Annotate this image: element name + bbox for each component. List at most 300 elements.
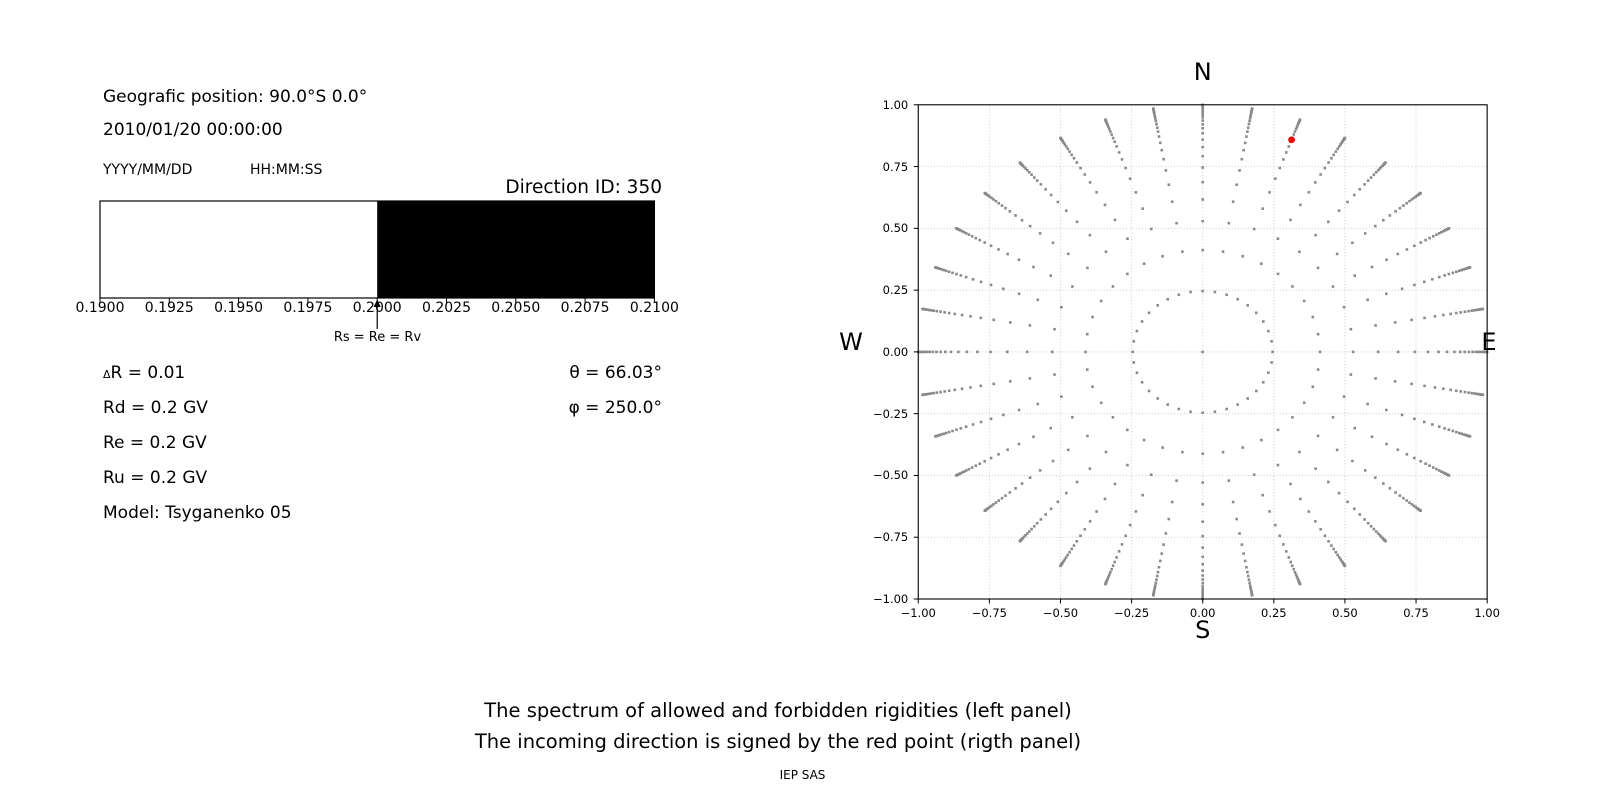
direction-dot [1294,130,1297,133]
direction-dot [1029,377,1032,380]
direction-dot [1201,166,1204,169]
direction-dot [1228,479,1231,482]
direction-dot [1036,522,1039,525]
direction-dot [1262,320,1265,323]
direction-dot [934,435,937,438]
direction-dot [1165,532,1168,535]
sky-x-tick-label: −0.25 [1113,606,1150,620]
direction-dot [1100,402,1103,405]
direction-dot [1248,120,1251,123]
direction-dot [1473,309,1476,312]
direction-dot [1289,483,1292,486]
direction-dot [1410,383,1413,386]
direction-dot [1327,161,1330,164]
direction-dot [1201,563,1204,566]
direction-dot [1455,431,1458,434]
caption-line2: The incoming direction is signed by the red point (rigth panel) [474,730,1082,753]
direction-dot [1402,497,1405,500]
direction-dot [1469,435,1472,438]
direction-dot [1150,473,1153,476]
direction-dot [1292,568,1295,571]
direction-dot [1371,435,1374,438]
direction-dot [1014,214,1017,217]
param-theta: θ = 66.03° [569,363,662,383]
direction-dot [969,386,972,389]
direction-dot [1222,451,1225,454]
sky-x-tick-label: 1.00 [1474,606,1500,620]
direction-dot [1036,179,1039,182]
direction-dot [1247,126,1250,129]
direction-dot [1434,315,1437,318]
direction-dot [955,273,958,276]
direction-dot [1057,501,1060,504]
direction-dot [1167,183,1170,186]
direction-dot [1104,204,1107,207]
direction-dot [1132,340,1135,343]
direction-dot [932,309,935,312]
direction-dot [1399,494,1402,497]
direction-dot [939,391,942,394]
direction-dot [1222,250,1225,253]
direction-dot [1121,543,1124,546]
direction-dot [959,274,962,277]
direction-dot [1397,448,1400,451]
direction-dot [1177,408,1180,411]
direction-dot [1053,328,1056,331]
direction-dot [1044,513,1047,516]
direction-dot [1405,499,1408,502]
direction-dot [928,351,931,354]
direction-dot [1287,556,1290,559]
direction-dot [1104,118,1107,121]
direction-dot [1452,430,1455,433]
direction-dot [1050,194,1053,197]
direction-dot [1032,266,1035,269]
direction-dot [1282,543,1285,546]
direction-dot [1040,518,1043,521]
direction-dot [972,278,975,281]
direction-dot [1166,403,1169,406]
direction-dot [1079,167,1082,170]
direction-dot [1214,291,1217,294]
direction-dot [1449,389,1452,392]
direction-dot [1189,291,1192,294]
direction-dot [990,284,993,287]
direction-dot [1419,460,1422,463]
direction-dot [1338,209,1341,212]
direction-dot [1109,130,1112,133]
direction-dot [1278,167,1281,170]
direction-dot [1148,312,1151,315]
direction-dot [1307,510,1310,513]
direction-dot [1455,389,1458,392]
direction-dot [1002,414,1005,417]
direction-dot [1141,381,1144,384]
direction-dot [950,351,953,354]
direction-dot [1156,575,1159,578]
param-model: Model: Tsyganenko 05 [103,503,292,523]
direction-dot [1307,191,1310,194]
direction-dot [1431,423,1434,426]
direction-dot [1155,120,1158,123]
direction-dot [1291,285,1294,288]
param-phi: φ = 250.0° [568,398,662,418]
direction-dot [1225,408,1228,411]
direction-dot [1201,198,1204,201]
direction-dot [1126,429,1129,432]
direction-dot [1091,316,1094,319]
direction-dot [1201,132,1204,135]
direction-dot [1126,237,1129,240]
direction-dot [948,431,951,434]
direction-dot [1358,513,1361,516]
compass-label-north: N [1193,57,1212,86]
direction-dot [1248,578,1251,581]
direction-dot [1166,298,1169,301]
direction-dot [1089,181,1092,184]
direction-dot [1397,351,1400,354]
direction-dot [1135,510,1138,513]
direction-dot [1201,520,1204,523]
direction-dot [1118,550,1121,553]
direction-dot [1289,561,1292,564]
direction-dot [1201,585,1204,588]
direction-dot [1332,154,1335,157]
direction-dot [934,266,937,269]
direction-dot [1353,194,1356,197]
direction-dot [1115,145,1118,148]
direction-dot [1459,351,1462,354]
direction-dot [1399,207,1402,210]
direction-dot [1385,293,1388,296]
direction-dot [1384,161,1387,164]
direction-dot [943,390,946,393]
direction-dot [1458,432,1461,435]
direction-dot [1405,202,1408,205]
direction-dot [1009,380,1012,383]
direction-dot [1268,191,1271,194]
direction-dot [1364,469,1367,472]
direction-dot [968,233,971,236]
param-ru: Ru = 0.2 GV [103,468,208,488]
direction-dot [1332,416,1335,419]
direction-dot [1467,391,1470,394]
direction-dot [997,248,1000,251]
direction-dot [1255,390,1258,393]
direction-dot [939,351,942,354]
direction-dot [1274,524,1277,527]
direction-dot [1201,535,1204,538]
direction-dot [1319,351,1322,354]
direction-dot [980,421,983,424]
direction-dot [1148,390,1151,393]
direction-dot [1118,151,1121,154]
direction-dot [983,241,986,244]
direction-dot [1413,284,1416,287]
direction-dot [961,314,964,317]
direction-dot [1114,219,1117,222]
direction-dot [1136,371,1139,374]
direction-dot [1001,204,1004,207]
direction-dot [1165,169,1168,172]
direction-dot [971,235,974,238]
direction-dot [1291,416,1294,419]
direction-dot [1394,210,1397,213]
direction-dot [1435,233,1438,236]
direction-dot [1158,566,1161,569]
direction-dot [1039,232,1042,235]
sky-y-tick-label: −0.75 [873,530,909,545]
sky-y-tick-label: −1.00 [873,592,909,606]
direction-dot [1299,118,1302,121]
direction-dot [1052,241,1055,244]
direction-dot [1406,453,1409,456]
direction-dot [1161,446,1164,449]
direction-dot [955,474,958,477]
spectrum-segment-0 [100,201,377,298]
direction-dot [1452,271,1455,274]
direction-dot [1458,269,1461,272]
direction-dot [1068,551,1071,554]
direction-dot [1327,221,1330,224]
direction-dot [953,313,956,316]
direction-dot [1389,214,1392,217]
direction-dot [1021,219,1024,222]
direction-dot [1255,312,1258,315]
direction-dot [1244,142,1247,145]
direction-dot [1464,391,1467,394]
spectrum-annotation-label: Rs = Re = Rv [333,330,422,345]
direction-dot [990,244,993,247]
direction-dot [1367,522,1370,525]
direction-dot [1036,298,1039,301]
direction-dot [1201,555,1204,558]
datetime-label: 2010/01/20 00:00:00 [103,120,283,140]
direction-dot [1018,258,1021,261]
direction-dot [1067,449,1070,452]
direction-dot [1159,142,1162,145]
direction-dot [1413,244,1416,247]
direction-dot [983,509,986,512]
direction-dot [1370,176,1373,179]
direction-dot [1235,518,1238,521]
direction-dot [948,389,951,392]
direction-dot [1317,368,1320,371]
direction-dot [1350,328,1353,331]
direction-dot [1408,501,1411,504]
spectrum-tick-label: 0.1900 [75,300,125,316]
direction-dot [1482,394,1485,397]
direction-dot [980,317,983,320]
direction-dot [1423,281,1426,284]
direction-dot [1201,127,1204,130]
direction-dot [1351,460,1354,463]
direction-dot [990,457,993,460]
direction-dot [1366,403,1369,406]
direction-dot [1455,312,1458,315]
direction-dot [1423,317,1426,320]
direction-dot [921,394,924,397]
direction-dot [965,425,968,428]
sky-y-tick-label: 0.75 [882,159,909,174]
direction-dot [1104,498,1107,501]
direction-dot [1470,392,1473,395]
direction-dot [931,351,934,354]
direction-dot [1238,532,1241,535]
direction-dot [1201,546,1204,549]
direction-dot [980,385,983,388]
date-format-label: YYYY/MM/DD [103,162,193,178]
direction-dot [1438,232,1441,235]
direction-dot [1443,274,1446,277]
direction-dot [930,309,933,312]
direction-dot [1319,528,1322,531]
direction-dot [1171,200,1174,203]
direction-dot [1157,571,1160,574]
direction-dot [1277,429,1280,432]
direction-dot [1427,351,1430,354]
direction-dot [1060,395,1063,398]
direction-dot [921,308,924,311]
direction-dot [1152,107,1155,110]
direction-dot [1051,351,1054,354]
direction-dot [1260,262,1263,265]
direction-dot [1374,225,1377,228]
incoming-direction-red-point [1288,136,1295,143]
direction-dot [1394,321,1397,324]
direction-dot [1385,258,1388,261]
direction-dot [1009,210,1012,213]
direction-dot [976,351,979,354]
direction-dot [1124,535,1127,538]
param-delta-r: ΔR = 0.01 [103,363,186,383]
direction-dot [1201,155,1204,158]
param-re: Re = 0.2 GV [103,433,207,453]
direction-dot [1442,387,1445,390]
direction-dot [1353,427,1356,430]
sky-x-tick-label: 0.50 [1332,606,1358,620]
sky-y-tick-label: −0.25 [873,406,909,421]
direction-dot [1338,492,1341,495]
direction-dot [1068,150,1071,153]
direction-dot [1019,161,1022,164]
direction-dot [1314,181,1317,184]
direction-dot [1104,583,1107,586]
spectrum-tick-label: 0.2100 [629,300,679,316]
direction-dot [1214,410,1217,413]
direction-dot [965,276,968,279]
spectrum-tick-label: 0.2075 [560,300,610,316]
direction-dot [1314,467,1317,470]
direction-dot [1319,173,1322,176]
direction-dot [1232,200,1235,203]
direction-dot [1044,188,1047,191]
direction-dot [1327,481,1330,484]
direction-dot [1428,464,1431,467]
direction-dot [997,202,1000,205]
direction-dot [1467,310,1470,313]
sky-y-tick-label: 0.25 [882,283,909,298]
direction-dot [1006,253,1009,256]
direction-dot [939,310,942,313]
direction-dot [936,391,939,394]
direction-dot [1143,439,1146,442]
direction-dot [1244,560,1247,563]
direction-dot [995,501,998,504]
direction-dot [1129,177,1132,180]
direction-dot [1246,304,1249,307]
direction-dot [951,271,954,274]
direction-dot [1312,385,1315,388]
direction-dot [1448,428,1451,431]
direction-dot [1384,540,1387,543]
sky-x-tick-label: −1.00 [900,606,936,620]
sky-x-tick-label: 0.00 [1189,606,1216,620]
direction-dot [1402,204,1405,207]
direction-dot [1248,123,1251,126]
time-format-label: HH:MM:SS [250,162,323,178]
direction-dot [1241,255,1244,258]
compass-label-east: E [1481,328,1497,357]
direction-dot [1271,351,1274,354]
direction-dot [1312,316,1315,319]
direction-dot [1059,137,1062,140]
direction-dot [948,270,951,273]
direction-dot [1052,460,1055,463]
direction-dot [1201,452,1204,455]
spectrum-tick-label: 0.1950 [214,300,264,316]
direction-dot [1459,390,1462,393]
direction-dot-center [1201,351,1204,354]
direction-dot [1033,176,1036,179]
direction-dot [955,227,958,230]
direction-dot [1105,250,1108,253]
direction-dot [1443,427,1446,430]
direction-dot [997,453,1000,456]
direction-dot [1126,464,1129,467]
direction-dot [1086,333,1089,336]
direction-dot [930,392,933,395]
direction-dot [1358,188,1361,191]
direction-dot [1053,373,1056,376]
direction-dot [1332,548,1335,551]
direction-dot [1419,509,1422,512]
direction-dot [1201,569,1204,572]
direction-dot [1201,588,1204,591]
direction-dot [1002,288,1005,291]
direction-dot [951,430,954,433]
direction-dot [1268,510,1271,513]
direction-dot [1070,548,1073,551]
direction-dot [1317,435,1320,438]
direction-dot [989,351,992,354]
direction-dot [1110,568,1113,571]
direction-dot [1021,482,1024,485]
credit-label: IEP SAS [779,768,826,782]
direction-dot [1353,274,1356,277]
direction-dot [1232,501,1235,504]
direction-dot [1385,409,1388,412]
direction-dot [1236,403,1239,406]
direction-dot [997,499,1000,502]
direction-dot [1261,494,1264,497]
direction-dot [1453,351,1456,354]
direction-dot [1448,273,1451,276]
direction-dot [1455,270,1458,273]
direction-dot [1470,309,1473,312]
direction-dot [1261,207,1264,210]
direction-dot [1346,501,1349,504]
